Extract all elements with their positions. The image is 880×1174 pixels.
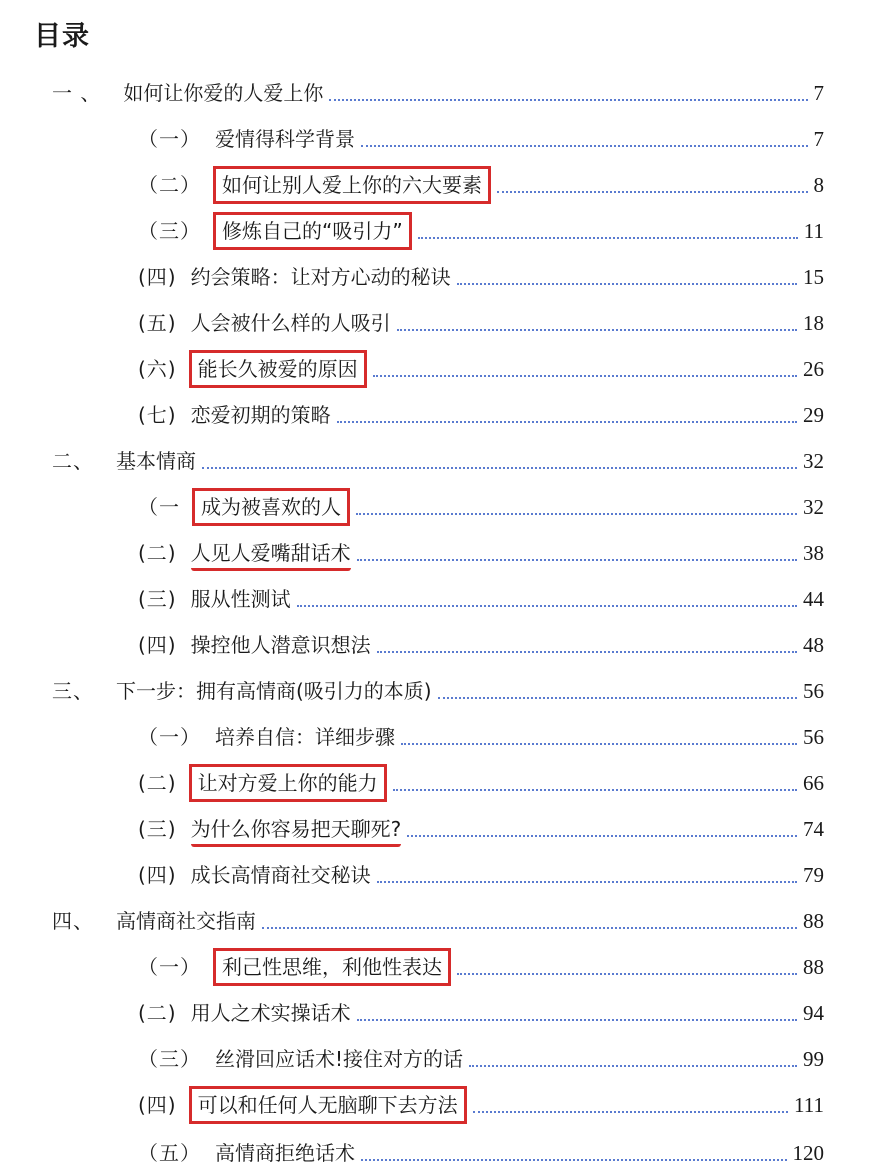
toc-entry-title: 成长高情商社交秘诀 bbox=[190, 863, 371, 887]
toc-entry[interactable] bbox=[0, 763, 880, 803]
toc-page-number: 44 bbox=[803, 587, 824, 611]
toc-entry-number: （一 bbox=[138, 495, 180, 519]
toc-page-number: 94 bbox=[803, 1001, 824, 1025]
toc-page-number: 120 bbox=[792, 1141, 824, 1165]
toc-page-number: 88 bbox=[803, 909, 824, 933]
toc-entry-number: (二) bbox=[138, 1001, 177, 1025]
toc-entry[interactable] bbox=[0, 855, 880, 895]
leader-dots bbox=[497, 191, 808, 193]
toc-entry-number: (四) bbox=[138, 1093, 177, 1117]
toc-entry[interactable] bbox=[0, 349, 880, 389]
toc-entry-title-highlighted: 如何让别人爱上你的六大要素 bbox=[213, 166, 491, 204]
leader-dots bbox=[202, 467, 797, 469]
toc-entry-number: (四) bbox=[138, 863, 177, 887]
toc-entry-number: （二） bbox=[138, 173, 201, 197]
leader-dots bbox=[329, 99, 808, 101]
toc-entry-number: 三、 bbox=[52, 679, 94, 703]
leader-dots bbox=[407, 835, 797, 837]
toc-page-number: 8 bbox=[813, 173, 824, 197]
toc-page-number: 26 bbox=[803, 357, 824, 381]
toc-entry-number: 四、 bbox=[52, 909, 94, 933]
toc-entry-title-highlighted: 让对方爱上你的能力 bbox=[189, 764, 387, 802]
leader-dots bbox=[337, 421, 797, 423]
toc-page-number: 56 bbox=[803, 679, 824, 703]
toc-entry[interactable] bbox=[0, 257, 880, 297]
toc-page-number: 48 bbox=[803, 633, 824, 657]
toc-entry-title: 丝滑回应话术!接住对方的话 bbox=[215, 1047, 464, 1071]
toc-entry[interactable] bbox=[0, 73, 880, 113]
toc-page-number: 7 bbox=[813, 81, 824, 105]
toc-entry-title-highlighted: 可以和任何人无脑聊下去方法 bbox=[189, 1086, 467, 1124]
toc-entry-number: (六) bbox=[138, 357, 177, 381]
toc-entry-number: (七) bbox=[138, 403, 177, 427]
toc-entry-number: (二) bbox=[138, 541, 177, 565]
toc-entry[interactable] bbox=[0, 165, 880, 205]
toc-entry[interactable] bbox=[0, 901, 880, 941]
toc-entry[interactable] bbox=[0, 579, 880, 619]
toc-entry-title-highlighted: 利己性思维，利他性表达 bbox=[213, 948, 451, 986]
toc-entry[interactable] bbox=[0, 211, 880, 251]
leader-dots bbox=[357, 559, 797, 561]
leader-dots bbox=[397, 329, 797, 331]
toc-page-number: 66 bbox=[803, 771, 824, 795]
leader-dots bbox=[357, 1019, 797, 1021]
leader-dots bbox=[373, 375, 797, 377]
toc-entry[interactable] bbox=[0, 533, 880, 573]
toc-entry-number: （一） bbox=[138, 127, 201, 151]
toc-entry[interactable] bbox=[0, 303, 880, 343]
toc-entry-title: 爱情得科学背景 bbox=[215, 127, 355, 151]
toc-entry-number: 二、 bbox=[52, 449, 94, 473]
toc-entry-title: 如何让你爱的人爱上你 bbox=[123, 81, 324, 105]
toc-page-number: 99 bbox=[803, 1047, 824, 1071]
toc-entry-title: 高情商社交指南 bbox=[116, 909, 256, 933]
toc-entry-number: （三） bbox=[138, 219, 201, 243]
toc-entry-number: (四) bbox=[138, 633, 177, 657]
toc-page-number: 88 bbox=[803, 955, 824, 979]
leader-dots bbox=[418, 237, 798, 239]
toc-page-number: 11 bbox=[803, 219, 824, 243]
toc-entry[interactable] bbox=[0, 119, 880, 159]
toc-page-number: 74 bbox=[803, 817, 824, 841]
toc-entry[interactable] bbox=[0, 487, 880, 527]
toc-page-number: 29 bbox=[803, 403, 824, 427]
leader-dots bbox=[377, 881, 797, 883]
toc-entry[interactable] bbox=[0, 441, 880, 481]
toc-page-number: 18 bbox=[803, 311, 824, 335]
page-title: 目录 bbox=[34, 21, 90, 52]
toc-entry-title: 基本情商 bbox=[116, 449, 196, 473]
toc-page-number: 32 bbox=[803, 449, 824, 473]
toc-entry-number: (五) bbox=[138, 311, 177, 335]
toc-entry-number: （一） bbox=[138, 955, 201, 979]
toc-entry-number: (三) bbox=[138, 817, 177, 841]
leader-dots bbox=[438, 697, 797, 699]
toc-entry-title: 恋爱初期的策略 bbox=[190, 403, 331, 427]
toc-entry[interactable] bbox=[0, 1085, 880, 1125]
leader-dots bbox=[457, 973, 797, 975]
toc-entry-number: （五） bbox=[138, 1141, 201, 1165]
toc-entry[interactable] bbox=[0, 1133, 880, 1173]
toc-entry-title: 高情商拒绝话术 bbox=[215, 1141, 355, 1165]
toc-entry-title: 人会被什么样的人吸引 bbox=[190, 311, 391, 335]
leader-dots bbox=[361, 145, 808, 147]
toc-entry[interactable] bbox=[0, 395, 880, 435]
toc-entry-number: （一） bbox=[138, 725, 201, 749]
toc-entry-title: 培养自信：详细步骤 bbox=[215, 725, 395, 749]
toc-page-number: 56 bbox=[803, 725, 824, 749]
leader-dots bbox=[377, 651, 797, 653]
toc-entry[interactable] bbox=[0, 671, 880, 711]
toc-page-number: 32 bbox=[803, 495, 824, 519]
toc-entry-title-highlighted: 成为被喜欢的人 bbox=[192, 488, 350, 526]
toc-entry-title-highlighted: 能长久被爱的原因 bbox=[189, 350, 367, 388]
toc-entry-title-underlined: 人见人爱嘴甜话术 bbox=[191, 538, 351, 571]
toc-entry[interactable] bbox=[0, 1039, 880, 1079]
leader-dots bbox=[393, 789, 797, 791]
toc-entry-title-underlined: 为什么你容易把天聊死? bbox=[191, 814, 402, 847]
toc-page-number: 79 bbox=[803, 863, 824, 887]
toc-entry-title: 用人之术实操话术 bbox=[190, 1001, 351, 1025]
toc-page-number: 15 bbox=[803, 265, 824, 289]
toc-page-number: 111 bbox=[794, 1093, 824, 1117]
toc-entry-number: （三） bbox=[138, 1047, 201, 1071]
leader-dots bbox=[356, 513, 797, 515]
leader-dots bbox=[401, 743, 797, 745]
leader-dots bbox=[361, 1159, 787, 1161]
leader-dots bbox=[473, 1111, 788, 1113]
toc-entry[interactable] bbox=[0, 993, 880, 1033]
leader-dots bbox=[469, 1065, 797, 1067]
leader-dots bbox=[262, 927, 797, 929]
toc-entry-number: 一 、 bbox=[52, 81, 102, 105]
toc-entry[interactable] bbox=[0, 809, 880, 849]
toc-entry-number: (二) bbox=[138, 771, 177, 795]
toc-entry-title: 服从性测试 bbox=[190, 587, 291, 611]
toc-page-number: 38 bbox=[803, 541, 824, 565]
toc-entry[interactable] bbox=[0, 625, 880, 665]
toc-entry-title-highlighted: 修炼自己的“吸引力” bbox=[213, 212, 412, 250]
toc-entry[interactable] bbox=[0, 717, 880, 757]
toc-entry-title: 下一步：拥有高情商(吸引力的本质) bbox=[116, 679, 432, 703]
toc-entry-title: 约会策略：让对方心动的秘诀 bbox=[190, 265, 451, 289]
leader-dots bbox=[297, 605, 797, 607]
leader-dots bbox=[457, 283, 797, 285]
toc-entry-number: (四) bbox=[138, 265, 177, 289]
toc-entry-title: 操控他人潜意识想法 bbox=[190, 633, 371, 657]
toc-page-number: 7 bbox=[813, 127, 824, 151]
toc-entry[interactable] bbox=[0, 947, 880, 987]
toc-entry-number: (三) bbox=[138, 587, 177, 611]
